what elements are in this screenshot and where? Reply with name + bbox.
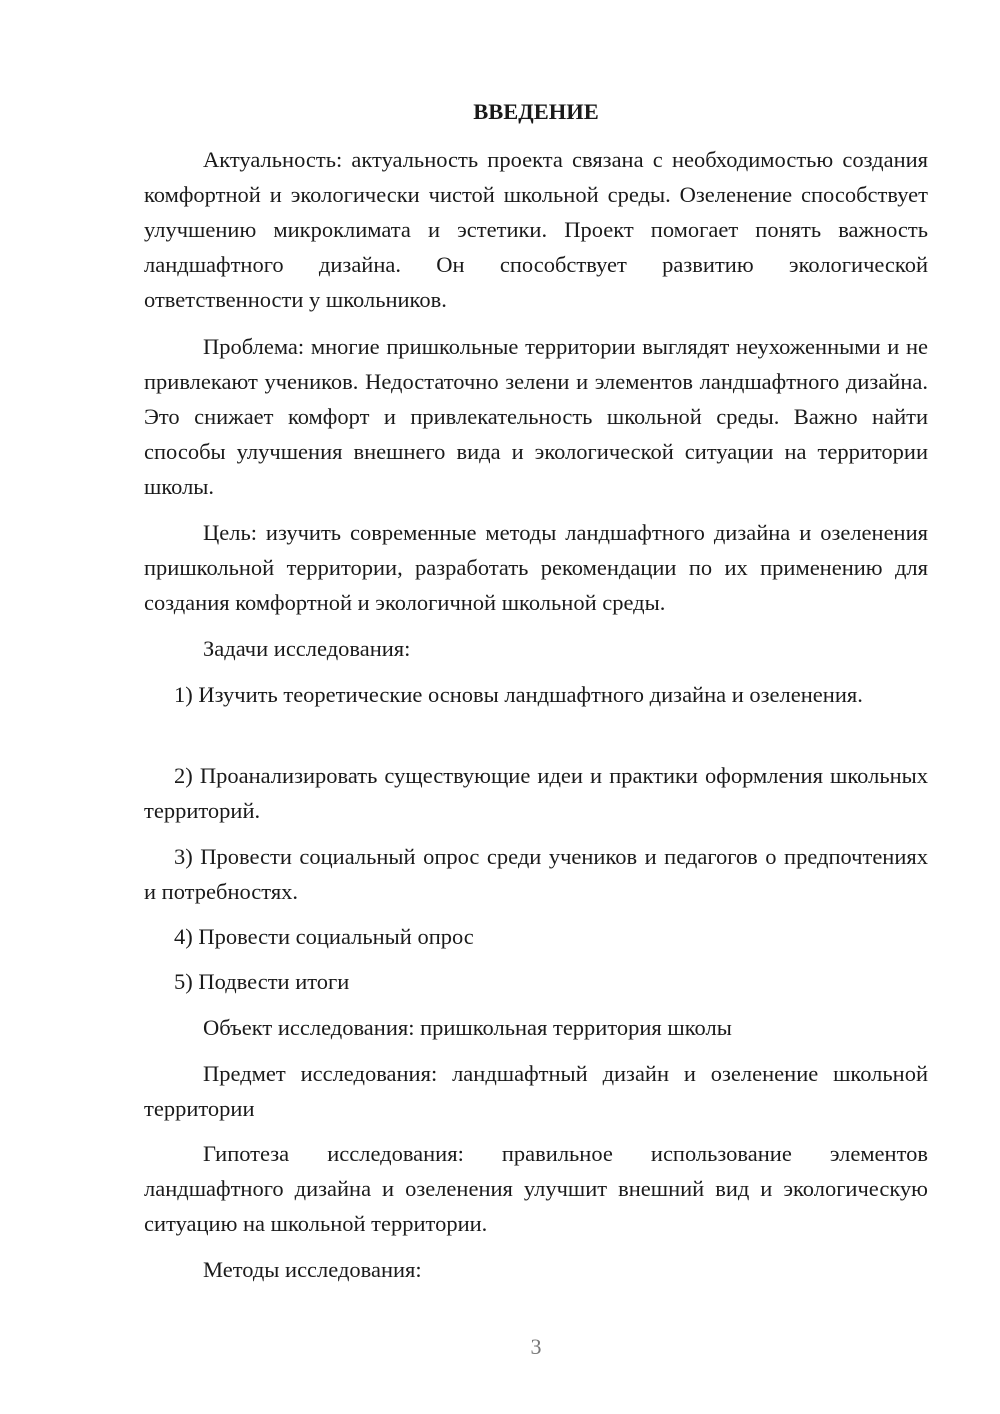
task-item-1: 1) Изучить теоретические основы ландшафтного дизайна и озеленения. [174, 682, 863, 707]
paragraph-object: Объект исследования: пришкольная территория школы [203, 1015, 732, 1040]
paragraph-problem: Проблема: многие пришкольные территории выглядят неухоженными и не привлекают учеников. Недостаточно зелени и элементов ландшафтного дизайна. Это снижает комфорт и привлекательность школьной среды. Важно найти способы улучшения внешнего вида и экологической ситуации на территории школы. [144, 334, 928, 499]
task-item-2: 2) Проанализировать существующие идеи и практики оформления школьных территорий. [144, 763, 928, 823]
task-item-4: 4) Провести социальный опрос [174, 924, 474, 949]
task-item-3: 3) Провести социальный опрос среди учеников и педагогов о предпочтениях и потребностях. [144, 844, 928, 904]
paragraph-relevance: Актуальность: актуальность проекта связана с необходимостью создания комфортной и экологически чистой школьной среды. Озеленение способствует улучшению микроклимата и эстетики. Проект помогает понять важность ландшафтного дизайна. Он способствует развитию экологической ответственности у школьников. [144, 147, 928, 312]
paragraph-methods: Методы исследования: [203, 1257, 422, 1282]
paragraph-goal: Цель: изучить современные методы ландшафтного дизайна и озеленения пришкольной территории, разработать рекомендации по их применению для создания комфортной и экологичной школьной среды. [144, 520, 928, 615]
paragraph-tasks-heading: Задачи исследования: [203, 636, 411, 661]
paragraph-subject: Предмет исследования: ландшафтный дизайн и озеленение школьной территории [144, 1061, 928, 1121]
page-number: 3 [530, 1334, 542, 1359]
section-title: ВВЕДЕНИЕ [473, 99, 599, 124]
task-item-5: 5) Подвести итоги [174, 969, 350, 994]
paragraph-hypothesis: Гипотеза исследования: правильное использование элементов ландшафтного дизайна и озеленения улучшит внешний вид и экологическую ситуацию на школьной территории. [144, 1141, 928, 1236]
